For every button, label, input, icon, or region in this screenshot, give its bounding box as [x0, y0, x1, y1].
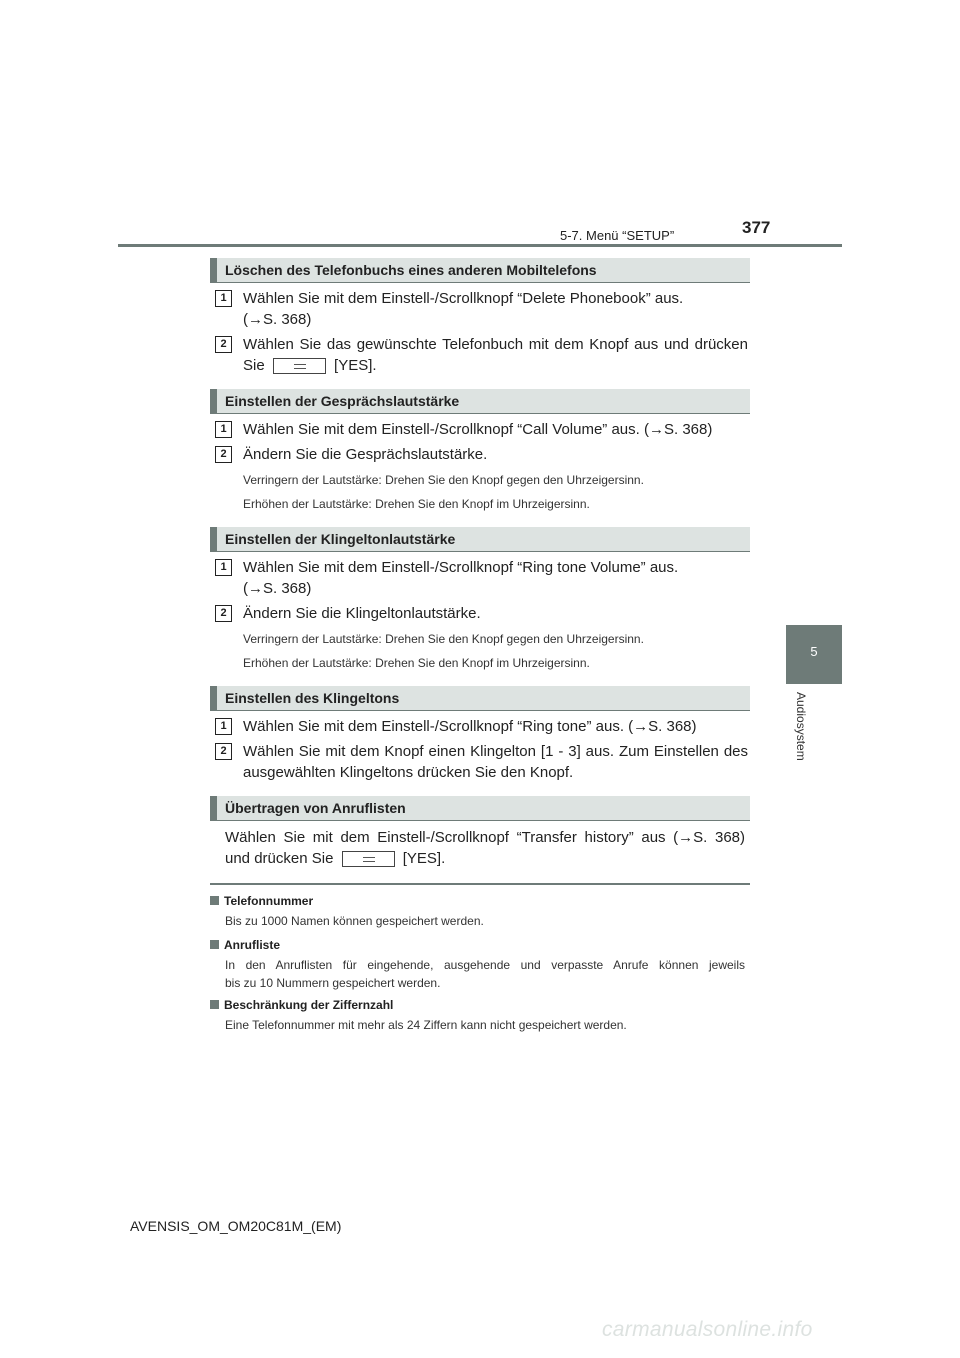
section-header-transfer-history: [210, 796, 750, 821]
note-title-text: Anrufliste: [224, 938, 281, 952]
step-line: Wählen Sie mit dem Knopf einen Klingelton [1 - 3] aus. Zum Einstellen des: [243, 743, 748, 760]
step-text: [243, 557, 748, 599]
step-detail: Verringern der Lautstärke: Drehen Sie den Knopf gegen den Uhrzeigersinn.: [243, 632, 644, 646]
square-bullet-icon: [210, 896, 219, 905]
note-line: In den Anruflisten für eingehende, ausgehende und verpasste Anrufe können jeweils: [225, 958, 745, 972]
step-text: Ändern Sie die Gesprächslautstärke.: [243, 446, 488, 463]
chapter-label: Audiosystem: [794, 692, 808, 761]
section-title: Einstellen des Klingeltons: [225, 690, 400, 706]
note-text: Bis zu 1000 Namen können gespeichert werden.: [225, 914, 484, 928]
section-header: 5-7. Menü “SETUP”: [560, 228, 675, 243]
section-title: Einstellen der Gesprächslautstärke: [225, 393, 460, 409]
instruction-fragment: und drücken Sie: [225, 850, 334, 867]
header-divider: [118, 244, 842, 247]
instruction-text: [225, 827, 745, 869]
section-title: Einstellen der Klingeltonlautstärke: [225, 531, 456, 547]
step-text-fragment: Sie: [243, 357, 265, 374]
step-line: [243, 355, 748, 376]
knob-button-icon: [342, 851, 395, 867]
section-header-ringtone: [210, 686, 750, 711]
step-text: Wählen Sie mit dem Einstell-/Scrollknopf “Ring tone” aus. (→S. 368): [243, 718, 697, 735]
watermark: carmanualsonline.info: [602, 1318, 813, 1341]
step-text: Wählen Sie mit dem Einstell-/Scrollknopf “Call Volume” aus. (→S. 368): [243, 421, 713, 438]
step-detail: Erhöhen der Lautstärke: Drehen Sie den Knopf im Uhrzeigersinn.: [243, 656, 590, 670]
square-bullet-icon: [210, 1000, 219, 1009]
instruction-fragment: [YES].: [402, 850, 446, 867]
step-line: ausgewählten Klingeltons drücken Sie den Knopf.: [243, 764, 574, 781]
step-text-fragment: [YES].: [334, 357, 377, 374]
step-detail: Erhöhen der Lautstärke: Drehen Sie den Knopf im Uhrzeigersinn.: [243, 497, 590, 511]
section-title: Löschen des Telefonbuchs eines anderen Mobiltelefons: [225, 262, 597, 278]
section-header-delete-phonebook: [210, 258, 750, 283]
step-text: [243, 288, 748, 330]
document-id: AVENSIS_OM_OM20C81M_(EM): [130, 1218, 342, 1234]
step-number-badge: 2: [215, 605, 232, 622]
note-title-text: Telefonnummer: [224, 894, 314, 908]
step-number-badge: 1: [215, 559, 232, 576]
step-text: [243, 334, 748, 376]
step-number-badge: 2: [215, 446, 232, 463]
note-title: [210, 894, 313, 908]
section-header-ringtone-volume: [210, 527, 750, 552]
step-line: Wählen Sie das gewünschte Telefonbuch mit dem Knopf aus und drücken: [243, 336, 748, 353]
note-title-text: Beschränkung der Ziffernzahl: [224, 998, 394, 1012]
step-number-badge: 1: [215, 421, 232, 438]
instruction-line: [225, 848, 745, 869]
instruction-line: Wählen Sie mit dem Einstell-/Scrollknopf “Transfer history” aus (→S. 368): [225, 829, 745, 846]
note-title: [210, 998, 393, 1012]
step-line: (→S. 368): [243, 580, 312, 597]
notes-divider: [210, 883, 750, 885]
page-number: 377: [742, 218, 771, 237]
step-number-badge: 2: [215, 336, 232, 353]
step-number-badge: 2: [215, 743, 232, 760]
note-text: [225, 956, 745, 992]
square-bullet-icon: [210, 940, 219, 949]
step-line: Wählen Sie mit dem Einstell-/Scrollknopf “Delete Phonebook” aus.: [243, 290, 684, 307]
section-title: Übertragen von Anruflisten: [225, 800, 406, 816]
chapter-number: 5: [810, 644, 818, 659]
step-line: Wählen Sie mit dem Einstell-/Scrollknopf “Ring tone Volume” aus.: [243, 559, 679, 576]
step-line: (→S. 368): [243, 311, 312, 328]
knob-button-icon: [273, 358, 326, 374]
step-number-badge: 1: [215, 718, 232, 735]
note-line: bis zu 10 Nummern gespeichert werden.: [225, 976, 441, 990]
section-header-call-volume: [210, 389, 750, 414]
step-text: [243, 741, 748, 783]
step-number-badge: 1: [215, 290, 232, 307]
step-detail: Verringern der Lautstärke: Drehen Sie den Knopf gegen den Uhrzeigersinn.: [243, 473, 644, 487]
step-text: Ändern Sie die Klingeltonlautstärke.: [243, 605, 481, 622]
note-text: Eine Telefonnummer mit mehr als 24 Ziffern kann nicht gespeichert werden.: [225, 1018, 627, 1032]
note-title: [210, 938, 280, 952]
